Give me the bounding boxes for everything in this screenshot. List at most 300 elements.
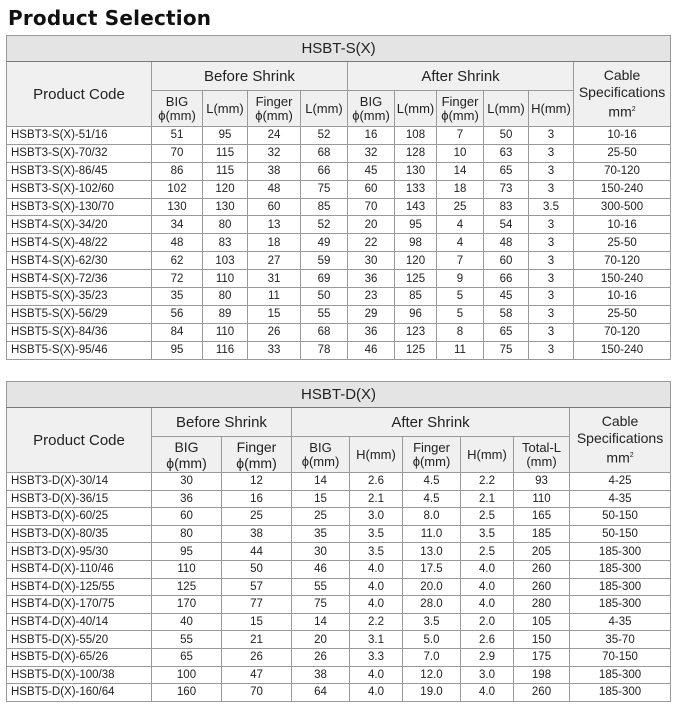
product-code-cell: HSBT3-D(X)-60/25 xyxy=(7,508,152,526)
table-cell: 58 xyxy=(484,305,529,323)
product-code-cell: HSBT4-D(X)-170/75 xyxy=(7,596,152,614)
table-cell: 14 xyxy=(292,473,350,491)
table-cell: 4.0 xyxy=(461,578,514,596)
table-cell: 102 xyxy=(152,180,203,198)
page-title: Product Selection xyxy=(8,6,212,30)
table-cell: 8 xyxy=(437,323,484,341)
table-cell: 75 xyxy=(292,596,350,614)
table-cell: 4.0 xyxy=(461,596,514,614)
table-cell: 44 xyxy=(222,543,292,561)
before-shrink-header: Before Shrink xyxy=(152,408,292,437)
table-cell: 198 xyxy=(514,666,570,684)
table-cell: 4.0 xyxy=(350,684,403,702)
table-cell: 32 xyxy=(348,144,395,162)
product-code-header: Product Code xyxy=(7,62,152,127)
table-cell: 38 xyxy=(292,666,350,684)
table-cell: 29 xyxy=(348,305,395,323)
col-h-mm: H(mm) xyxy=(461,437,514,473)
cable-spec-header: Cable Specifications $mm^2$ xyxy=(570,408,671,473)
table-cell: 3 xyxy=(529,252,574,270)
table-cell: 3.5 xyxy=(350,525,403,543)
table-row xyxy=(7,270,671,288)
table-cell: 185-300 xyxy=(570,543,671,561)
table-cell: 16 xyxy=(222,490,292,508)
table-cell: 16 xyxy=(348,127,395,145)
table-cell: 10-16 xyxy=(574,216,671,234)
table-cell: 4-35 xyxy=(570,613,671,631)
table-cell: 77 xyxy=(222,596,292,614)
table-cell: 40 xyxy=(152,613,222,631)
table-cell: 25 xyxy=(292,508,350,526)
table-cell: 260 xyxy=(514,578,570,596)
table-cell: 65 xyxy=(152,648,222,666)
table-cell: 4.0 xyxy=(350,666,403,684)
table-cell: 165 xyxy=(514,508,570,526)
table-cell: 15 xyxy=(222,613,292,631)
table-cell: 66 xyxy=(301,162,348,180)
table-cell: 4.5 xyxy=(403,473,461,491)
table-cell: 160 xyxy=(152,684,222,702)
table-cell: 143 xyxy=(395,198,437,216)
table-cell: 30 xyxy=(348,252,395,270)
product-code-cell: HSBT5-S(X)-95/46 xyxy=(7,341,152,359)
col-h-mm: H(mm) xyxy=(350,437,403,473)
table-cell: 35 xyxy=(292,525,350,543)
table-cell: 85 xyxy=(395,288,437,306)
table-cell: 4.0 xyxy=(350,578,403,596)
table-cell: 36 xyxy=(152,490,222,508)
product-code-header: Product Code xyxy=(7,408,152,473)
table-cell: 4-25 xyxy=(570,473,671,491)
table-cell: 100 xyxy=(152,666,222,684)
table-cell: 11 xyxy=(437,341,484,359)
table-cell: 68 xyxy=(301,144,348,162)
table-cell: 70-120 xyxy=(574,323,671,341)
table-cell: 105 xyxy=(514,613,570,631)
table-cell: 75 xyxy=(301,180,348,198)
table-cell: 84 xyxy=(152,323,203,341)
table-cell: 7.0 xyxy=(403,648,461,666)
table-cell: 15 xyxy=(248,305,301,323)
col-big-phi: BIG ϕ(mm) xyxy=(348,91,395,127)
table-cell: 2.2 xyxy=(350,613,403,631)
col-finger-phi: Finger ϕ(mm) xyxy=(437,91,484,127)
table-cell: 2.1 xyxy=(461,490,514,508)
product-code-cell: HSBT4-S(X)-72/36 xyxy=(7,270,152,288)
table-cell: 11.0 xyxy=(403,525,461,543)
table-cell: 36 xyxy=(348,323,395,341)
product-code-cell: HSBT4-S(X)-62/30 xyxy=(7,252,152,270)
table-cell: 45 xyxy=(484,288,529,306)
table-cell: 46 xyxy=(292,560,350,578)
table-row xyxy=(7,631,671,649)
table-cell: 19.0 xyxy=(403,684,461,702)
hsbt-s-table xyxy=(6,35,671,360)
table-cell: 70 xyxy=(222,684,292,702)
table-row xyxy=(7,234,671,252)
table-cell: 80 xyxy=(203,288,248,306)
col-big-phi: BIG ϕ(mm) xyxy=(292,437,350,473)
table-cell: 116 xyxy=(203,341,248,359)
table-row xyxy=(7,341,671,359)
table-cell: 3 xyxy=(529,323,574,341)
table-cell: 3 xyxy=(529,180,574,198)
table-cell: 4.0 xyxy=(461,684,514,702)
table-row xyxy=(7,490,671,508)
table-cell: 55 xyxy=(292,578,350,596)
table-cell: 3.5 xyxy=(403,613,461,631)
table-cell: 3 xyxy=(529,144,574,162)
table-cell: 4-35 xyxy=(570,490,671,508)
table-cell: 78 xyxy=(301,341,348,359)
table-cell: 125 xyxy=(395,270,437,288)
table-cell: 35-70 xyxy=(570,631,671,649)
table-cell: 14 xyxy=(292,613,350,631)
table-cell: 2.5 xyxy=(461,508,514,526)
table-cell: 15 xyxy=(292,490,350,508)
table-cell: 18 xyxy=(437,180,484,198)
table-cell: 38 xyxy=(222,525,292,543)
product-code-cell: HSBT5-D(X)-65/26 xyxy=(7,648,152,666)
table-cell: 4.5 xyxy=(403,490,461,508)
table-row xyxy=(7,144,671,162)
col-finger-phi: Finger ϕ(mm) xyxy=(403,437,461,473)
table-cell: 12.0 xyxy=(403,666,461,684)
table-cell: 110 xyxy=(203,323,248,341)
table-cell: 25 xyxy=(437,198,484,216)
table-cell: 35 xyxy=(152,288,203,306)
product-code-cell: HSBT4-S(X)-34/20 xyxy=(7,216,152,234)
col-finger-phi: Finger ϕ(mm) xyxy=(222,437,292,473)
product-code-cell: HSBT3-S(X)-86/45 xyxy=(7,162,152,180)
col-total-l: Total-L (mm) xyxy=(514,437,570,473)
table-row xyxy=(7,543,671,561)
table-cell: 130 xyxy=(203,198,248,216)
table-cell: 95 xyxy=(203,127,248,145)
table-cell: 7 xyxy=(437,127,484,145)
table-cell: 3 xyxy=(529,216,574,234)
table-cell: 28.0 xyxy=(403,596,461,614)
col-big-phi: BIG ϕ(mm) xyxy=(152,437,222,473)
product-code-cell: HSBT3-D(X)-30/14 xyxy=(7,473,152,491)
table-cell: 260 xyxy=(514,560,570,578)
table-cell: 130 xyxy=(152,198,203,216)
table-cell: 65 xyxy=(484,323,529,341)
table-cell: 175 xyxy=(514,648,570,666)
table-row xyxy=(7,288,671,306)
table-cell: 130 xyxy=(395,162,437,180)
product-code-cell: HSBT3-D(X)-80/35 xyxy=(7,525,152,543)
series-title: HSBT-D(X) xyxy=(7,382,671,408)
table-row xyxy=(7,525,671,543)
table-cell: 5 xyxy=(437,305,484,323)
table-cell: 60 xyxy=(152,508,222,526)
table-cell: 46 xyxy=(348,341,395,359)
table-cell: 20.0 xyxy=(403,578,461,596)
table-cell: 55 xyxy=(301,305,348,323)
table-cell: 7 xyxy=(437,252,484,270)
col-big-phi: BIG ϕ(mm) xyxy=(152,91,203,127)
product-code-cell: HSBT3-S(X)-51/16 xyxy=(7,127,152,145)
table-cell: 185-300 xyxy=(570,666,671,684)
table-cell: 25 xyxy=(222,508,292,526)
table-cell: 89 xyxy=(203,305,248,323)
table-cell: 51 xyxy=(152,127,203,145)
table-cell: 185-300 xyxy=(570,596,671,614)
table-cell: 30 xyxy=(292,543,350,561)
table-row xyxy=(7,162,671,180)
table-cell: 12 xyxy=(222,473,292,491)
table-cell: 34 xyxy=(152,216,203,234)
product-code-cell: HSBT3-D(X)-36/15 xyxy=(7,490,152,508)
table-row xyxy=(7,684,671,702)
table-cell: 2.2 xyxy=(461,473,514,491)
table-cell: 49 xyxy=(301,234,348,252)
hsbt-d-table xyxy=(6,381,671,702)
table-cell: 128 xyxy=(395,144,437,162)
table-row xyxy=(7,127,671,145)
table-cell: 3.0 xyxy=(461,666,514,684)
product-code-cell: HSBT3-S(X)-70/32 xyxy=(7,144,152,162)
table-cell: 14 xyxy=(437,162,484,180)
table-cell: 83 xyxy=(203,234,248,252)
table-cell: 205 xyxy=(514,543,570,561)
table-cell: 110 xyxy=(203,270,248,288)
table-row xyxy=(7,613,671,631)
table-cell: 63 xyxy=(484,144,529,162)
table-cell: 185-300 xyxy=(570,684,671,702)
table-row xyxy=(7,180,671,198)
table-cell: 75 xyxy=(484,341,529,359)
col-l-mm: L(mm) xyxy=(301,91,348,127)
table-cell: 50 xyxy=(484,127,529,145)
table-row xyxy=(7,578,671,596)
table-cell: 93 xyxy=(514,473,570,491)
table-cell: 18 xyxy=(248,234,301,252)
table-cell: 3.5 xyxy=(529,198,574,216)
table-cell: 185 xyxy=(514,525,570,543)
table-cell: 66 xyxy=(484,270,529,288)
table-cell: 22 xyxy=(348,234,395,252)
table-cell: 3 xyxy=(529,288,574,306)
table-cell: 56 xyxy=(152,305,203,323)
after-shrink-header: After Shrink xyxy=(348,62,574,91)
table-cell: 5 xyxy=(437,288,484,306)
table-cell: 50-150 xyxy=(570,508,671,526)
table-cell: 25-50 xyxy=(574,234,671,252)
table-cell: 60 xyxy=(348,180,395,198)
table-cell: 2.6 xyxy=(350,473,403,491)
table-cell: 70 xyxy=(152,144,203,162)
table-cell: 2.1 xyxy=(350,490,403,508)
table-cell: 125 xyxy=(152,578,222,596)
table-cell: 68 xyxy=(301,323,348,341)
table-cell: 185-300 xyxy=(570,560,671,578)
table-row xyxy=(7,216,671,234)
table-cell: 60 xyxy=(484,252,529,270)
table-cell: 13 xyxy=(248,216,301,234)
table-cell: 80 xyxy=(203,216,248,234)
table-cell: 280 xyxy=(514,596,570,614)
table-row xyxy=(7,323,671,341)
table-cell: 96 xyxy=(395,305,437,323)
table-cell: 13.0 xyxy=(403,543,461,561)
col-l-mm: L(mm) xyxy=(484,91,529,127)
product-code-cell: HSBT4-D(X)-110/46 xyxy=(7,560,152,578)
table-cell: 3.1 xyxy=(350,631,403,649)
table-cell: 125 xyxy=(395,341,437,359)
col-l-mm: L(mm) xyxy=(203,91,248,127)
product-code-cell: HSBT5-D(X)-160/64 xyxy=(7,684,152,702)
table-row xyxy=(7,198,671,216)
table-cell: 2.9 xyxy=(461,648,514,666)
table-cell: 9 xyxy=(437,270,484,288)
table-cell: 95 xyxy=(395,216,437,234)
table-cell: 123 xyxy=(395,323,437,341)
product-code-cell: HSBT3-D(X)-95/30 xyxy=(7,543,152,561)
col-h-mm: H(mm) xyxy=(529,91,574,127)
table-cell: 3 xyxy=(529,305,574,323)
product-code-cell: HSBT4-S(X)-48/22 xyxy=(7,234,152,252)
table-cell: 47 xyxy=(222,666,292,684)
table-cell: 260 xyxy=(514,684,570,702)
table-cell: 115 xyxy=(203,162,248,180)
table-cell: 3 xyxy=(529,234,574,252)
cable-spec-header: Cable Specifications $mm^2$ xyxy=(574,62,671,127)
table-row xyxy=(7,252,671,270)
table-cell: 103 xyxy=(203,252,248,270)
product-code-cell: HSBT4-D(X)-125/55 xyxy=(7,578,152,596)
table-cell: 50-150 xyxy=(570,525,671,543)
table-cell: 4 xyxy=(437,216,484,234)
table-cell: 10-16 xyxy=(574,127,671,145)
table-cell: 36 xyxy=(348,270,395,288)
table-cell: 133 xyxy=(395,180,437,198)
col-l-mm: L(mm) xyxy=(395,91,437,127)
table-cell: 5.0 xyxy=(403,631,461,649)
table-cell: 59 xyxy=(301,252,348,270)
before-shrink-header: Before Shrink xyxy=(152,62,348,91)
table-cell: 62 xyxy=(152,252,203,270)
table-cell: 26 xyxy=(248,323,301,341)
table-cell: 32 xyxy=(248,144,301,162)
table-cell: 10 xyxy=(437,144,484,162)
series-title: HSBT-S(X) xyxy=(7,36,671,62)
table-cell: 3 xyxy=(529,162,574,180)
table-cell: 108 xyxy=(395,127,437,145)
table-row xyxy=(7,305,671,323)
table-cell: 55 xyxy=(152,631,222,649)
product-code-cell: HSBT4-D(X)-40/14 xyxy=(7,613,152,631)
table-cell: 80 xyxy=(152,525,222,543)
table-row xyxy=(7,648,671,666)
product-code-cell: HSBT3-S(X)-130/70 xyxy=(7,198,152,216)
table-cell: 70-150 xyxy=(570,648,671,666)
table-cell: 8.0 xyxy=(403,508,461,526)
table-cell: 2.0 xyxy=(461,613,514,631)
table-cell: 20 xyxy=(348,216,395,234)
table-cell: 21 xyxy=(222,631,292,649)
product-code-cell: HSBT3-S(X)-102/60 xyxy=(7,180,152,198)
table-cell: 48 xyxy=(248,180,301,198)
product-code-cell: HSBT5-D(X)-55/20 xyxy=(7,631,152,649)
table-cell: 120 xyxy=(203,180,248,198)
table-cell: 38 xyxy=(248,162,301,180)
table-cell: 70 xyxy=(348,198,395,216)
table-cell: 3 xyxy=(529,270,574,288)
table-cell: 2.5 xyxy=(461,543,514,561)
table-cell: 4.0 xyxy=(461,560,514,578)
product-code-cell: HSBT5-S(X)-84/36 xyxy=(7,323,152,341)
table-cell: 23 xyxy=(348,288,395,306)
table-cell: 24 xyxy=(248,127,301,145)
table-cell: 30 xyxy=(152,473,222,491)
table-cell: 17.5 xyxy=(403,560,461,578)
table-row xyxy=(7,508,671,526)
table-cell: 73 xyxy=(484,180,529,198)
table-cell: 72 xyxy=(152,270,203,288)
table-cell: 150-240 xyxy=(574,180,671,198)
table-cell: 150-240 xyxy=(574,270,671,288)
table-cell: 95 xyxy=(152,543,222,561)
table-cell: 52 xyxy=(301,216,348,234)
table-cell: 3.5 xyxy=(461,525,514,543)
table-cell: 11 xyxy=(248,288,301,306)
table-cell: 98 xyxy=(395,234,437,252)
table-cell: 69 xyxy=(301,270,348,288)
table-cell: 4 xyxy=(437,234,484,252)
table-cell: 86 xyxy=(152,162,203,180)
table-cell: 2.6 xyxy=(461,631,514,649)
table-cell: 25-50 xyxy=(574,305,671,323)
table-cell: 57 xyxy=(222,578,292,596)
product-code-cell: HSBT5-S(X)-56/29 xyxy=(7,305,152,323)
table-row xyxy=(7,666,671,684)
product-code-cell: HSBT5-S(X)-35/23 xyxy=(7,288,152,306)
table-cell: 54 xyxy=(484,216,529,234)
table-cell: 150-240 xyxy=(574,341,671,359)
table-cell: 3.0 xyxy=(350,508,403,526)
table-cell: 65 xyxy=(484,162,529,180)
table-cell: 26 xyxy=(222,648,292,666)
table-cell: 20 xyxy=(292,631,350,649)
table-row xyxy=(7,596,671,614)
table-cell: 85 xyxy=(301,198,348,216)
table-cell: 26 xyxy=(292,648,350,666)
table-cell: 50 xyxy=(222,560,292,578)
table-cell: 83 xyxy=(484,198,529,216)
product-code-cell: HSBT5-D(X)-100/38 xyxy=(7,666,152,684)
table-cell: 52 xyxy=(301,127,348,145)
table-cell: 3 xyxy=(529,341,574,359)
table-cell: 64 xyxy=(292,684,350,702)
table-cell: 27 xyxy=(248,252,301,270)
table-cell: 25-50 xyxy=(574,144,671,162)
table-cell: 115 xyxy=(203,144,248,162)
table-cell: 48 xyxy=(152,234,203,252)
table-cell: 50 xyxy=(301,288,348,306)
table-cell: 3.3 xyxy=(350,648,403,666)
table-cell: 3.5 xyxy=(350,543,403,561)
table-cell: 150 xyxy=(514,631,570,649)
table-row xyxy=(7,560,671,578)
table-cell: 110 xyxy=(514,490,570,508)
table-cell: 110 xyxy=(152,560,222,578)
table-cell: 95 xyxy=(152,341,203,359)
table-cell: 4.0 xyxy=(350,596,403,614)
table-cell: 33 xyxy=(248,341,301,359)
table-cell: 3 xyxy=(529,127,574,145)
